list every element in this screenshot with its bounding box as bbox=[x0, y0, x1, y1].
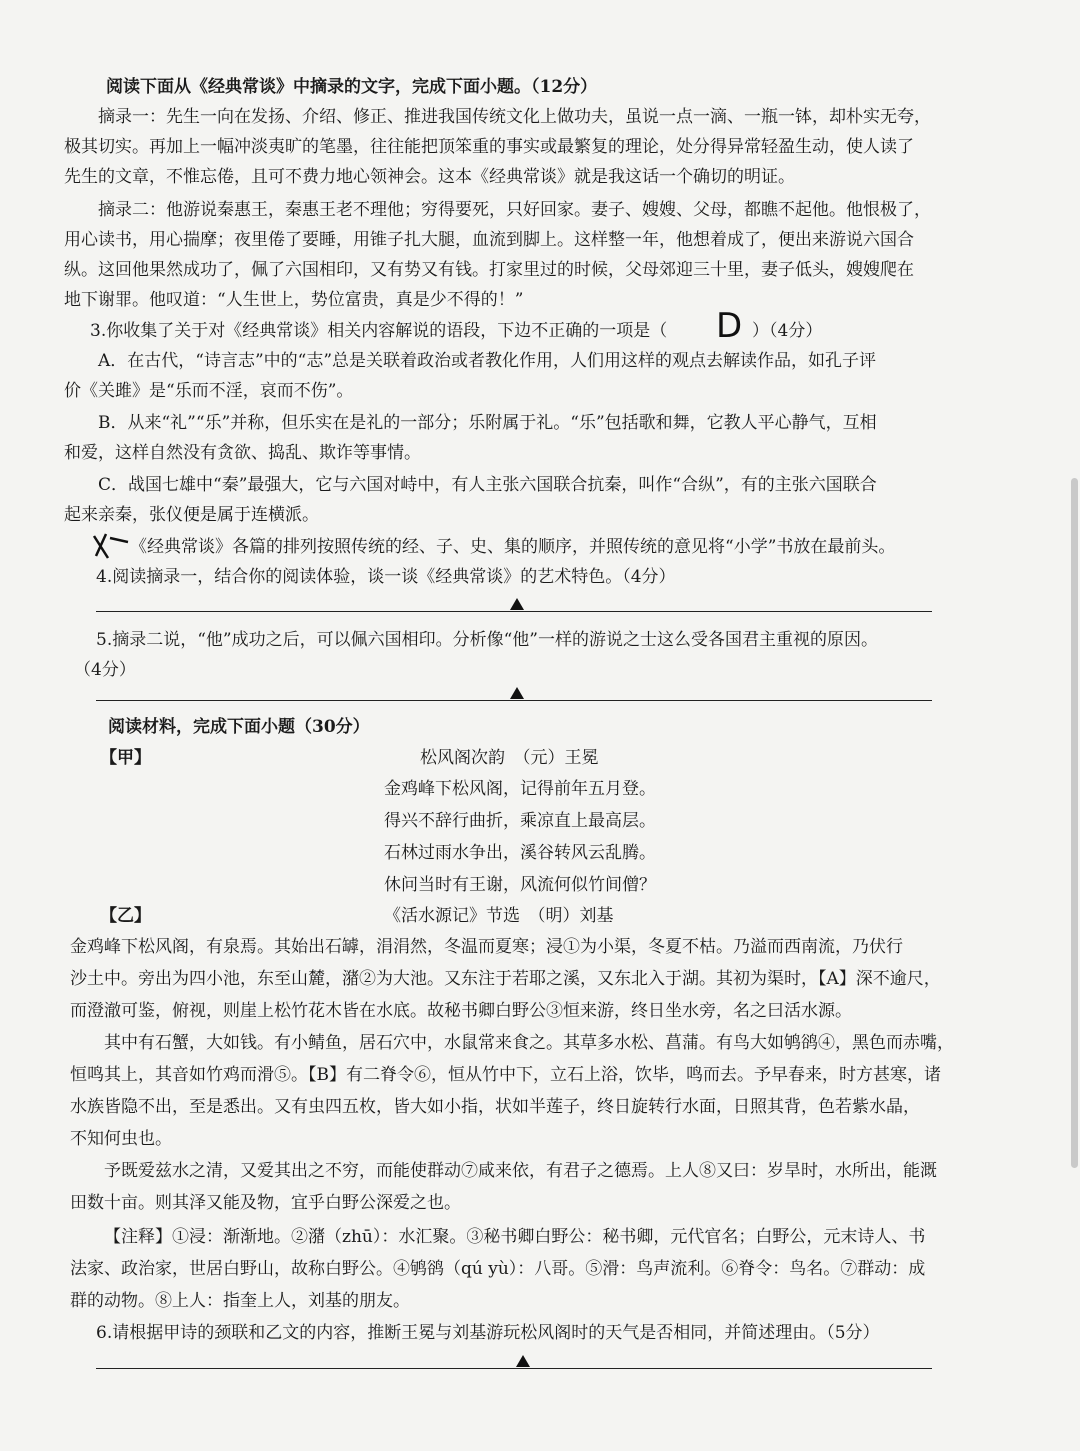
excerpt1-line: 先生的文章，不惟忘倦，且可不费力地心领神会。这本《经典常谈》就是我这话一个确切的明证。 bbox=[64, 167, 795, 187]
section1-heading: 阅读下面从《经典常谈》中摘录的文字，完成下面小题。（12分） bbox=[106, 77, 598, 97]
excerpt1-line: 摘录一：先生一向在发扬、介绍、修正、推进我国传统文化上做功夫，虽说一点一滴、一瓶一钵，却朴实无夸， bbox=[98, 107, 931, 127]
excerpt1-line: 极其切实。再加上一幅冲淡夷旷的笔墨，往往能把顶笨重的事实或最繁复的理论，处分得异常轻盈生动，使人读了 bbox=[64, 137, 914, 157]
excerpt2-line: 用心读书，用心揣摩；夜里倦了要睡，用锥子扎大腿，血流到脚上。这样整一年，他想着成了，便出来游说六国合 bbox=[64, 230, 914, 250]
poem-title: 松风阁次韵 （元）王冕 bbox=[420, 748, 599, 768]
question-5-score: （4分） bbox=[74, 660, 136, 680]
option-a: A．在古代，“诗言志”中的“志”总是关联着政治或者教化作用，人们用这样的观点去解读作品，如孔子评 bbox=[98, 351, 877, 371]
option-c: C．战国七雄中“秦”最强大，它与六国对峙中，有人主张六国联合抗秦，叫作“合纵”，有的主张六国联合 bbox=[98, 475, 877, 495]
question-3-score: ）（4分） bbox=[752, 321, 823, 341]
poem-line: 得兴不辞行曲折，乘凉直上最高层。 bbox=[384, 811, 656, 831]
prose-line: 予既爱兹水之清，又爱其出之不穷，而能使群动⑦咸来依，有君子之德焉。上人⑧又曰：岁旱时，水所出，能溉 bbox=[104, 1161, 937, 1181]
excerpt2-line: 地下谢罪。他叹道：“人生世上，势位富贵，真是少不得的！” bbox=[64, 290, 524, 310]
prose-title: 《活水源记》节选 （明）刘基 bbox=[384, 906, 614, 926]
prose-line: 不知何虫也。 bbox=[70, 1129, 172, 1149]
answer-line bbox=[96, 611, 932, 612]
option-c-cont: 起来亲秦，张仪便是属于连横派。 bbox=[64, 505, 319, 525]
excerpt2-line: 纵。这回他果然成功了，佩了六国相印，又有势又有钱。打家里过的时候，父母郊迎三十里，妻子低头，嫂嫂爬在 bbox=[64, 260, 914, 280]
prose-line: 而澄澈可鉴，俯视，则崖上松竹花木皆在水底。故秘书卿白野公③恒来游，终日坐水旁，名之曰活水源。 bbox=[70, 1001, 852, 1021]
option-b: B．从来“礼”“乐”并称，但乐实在是礼的一部分；乐附属于礼。“乐”包括歌和舞，它教人平心静气，互相 bbox=[98, 413, 877, 433]
excerpt2-line: 摘录二：他游说秦惠王，秦惠王老不理他；穷得要死，只好回家。妻子、嫂嫂、父母，都瞧不起他。他恨极了， bbox=[98, 200, 931, 220]
option-d: 《经典常谈》各篇的排列按照传统的经、子、史、集的顺序，并照传统的意见将“小学”书放在最前头。 bbox=[130, 537, 896, 557]
answer-marker-icon bbox=[510, 598, 524, 610]
question-6: 6.请根据甲诗的颈联和乙文的内容，推断王冕与刘基游玩松风阁时的天气是否相同，并简述理由。（5分） bbox=[96, 1323, 880, 1343]
prose-line: 其中有石蟹，大如钱。有小鲭鱼，居石穴中，水鼠常来食之。其草多水松、菖蒲。有鸟大如鸲鹆④，黑色而赤嘴， bbox=[104, 1033, 954, 1053]
answer-line bbox=[96, 700, 932, 701]
yi-label: 【乙】 bbox=[100, 906, 151, 926]
poem-line: 休问当时有王谢，风流何似竹间僧？ bbox=[384, 875, 656, 895]
question-5: 5.摘录二说，“他”成功之后，可以佩六国相印。分析像“他”一样的游说之士这么受各国君主重视的原因。 bbox=[96, 630, 878, 650]
answer-marker-icon bbox=[510, 687, 524, 699]
prose-line: 水族皆隐不出，至是悉出。又有虫四五枚，皆大如小指，状如半莲子，终日旋转行水面，日照其背，色若紫水晶， bbox=[70, 1097, 920, 1117]
option-a-cont: 价《关雎》是“乐而不淫，哀而不伤”。 bbox=[64, 381, 354, 401]
notes-line: 群的动物。⑧上人：指奎上人，刘基的朋友。 bbox=[70, 1291, 410, 1311]
jia-label: 【甲】 bbox=[100, 748, 151, 768]
prose-line: 金鸡峰下松风阁，有泉焉。其始出石罅，涓涓然，冬温而夏寒；浸①为小渠，冬夏不枯。乃溢而西南流，乃伏行 bbox=[70, 937, 903, 957]
prose-line: 恒鸣其上，其音如竹鸡而滑⑤。【B】有二脊令⑥，恒从竹中下，立石上浴，饮毕，鸣而去。予早春来，时方甚寒，诸 bbox=[70, 1065, 941, 1085]
poem-line: 金鸡峰下松风阁，记得前年五月登。 bbox=[384, 779, 656, 799]
question-3-text: 3.你收集了关于对《经典常谈》相关内容解说的语段，下边不正确的一项是（ bbox=[90, 321, 668, 341]
prose-line: 田数十亩。则其泽又能及物，宜乎白野公深爱之也。 bbox=[70, 1193, 461, 1213]
answer-line bbox=[96, 1368, 932, 1369]
question-3-stem bbox=[90, 316, 667, 346]
section2-heading: 阅读材料，完成下面小题（30分） bbox=[108, 717, 370, 737]
handwritten-check-icon bbox=[88, 528, 134, 564]
prose-line: 沙土中。旁出为四小池，东至山麓，潴②为大池。又东注于若耶之溪，又东北入于湖。其初为渠时，【A】深不逾尺， bbox=[70, 969, 941, 989]
option-b-cont: 和爱，这样自然没有贪欲、捣乱、欺诈等事情。 bbox=[64, 443, 421, 463]
question-4: 4.阅读摘录一，结合你的阅读体验，谈一谈《经典常谈》的艺术特色。（4分） bbox=[96, 567, 676, 587]
poem-line: 石林过雨水争出，溪谷转风云乱腾。 bbox=[384, 843, 656, 863]
handwritten-answer-mark: D bbox=[716, 306, 743, 346]
notes-line: 【注释】①浸：渐渐地。②潴（zhū）：水汇聚。③秘书卿白野公：秘书卿，元代官名；白野公，元末诗人、书 bbox=[104, 1227, 926, 1247]
answer-marker-icon bbox=[516, 1355, 530, 1367]
notes-line: 法家、政治家，世居白野山，故称白野公。④鸲鹆（qú yù）：八哥。⑤滑：鸟声流利。⑥脊令：鸟名。⑦群动：成 bbox=[70, 1259, 926, 1279]
